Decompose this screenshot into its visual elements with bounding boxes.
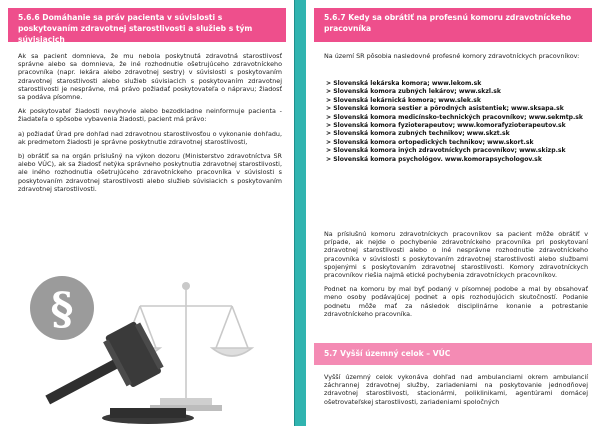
left-paragraph-1: Ak sa pacient domnieva, že mu nebola poskytnutá zdravotná starostlivosť správne alebo sa domnieva, že iné rozhodnutie ošetrujúceho zdravotníckeho pracovníka (napr. lekára alebo zdravotnej sestry) v súvislosti s poskytovaním zdravotnej starostlivosti alebo služieb súvisiacich s poskytovaním zdravotnej starostlivosti je nesprávne, má právo požiadať poskytovateľa o nápravu; žiadosť sa podáva písomne. <box>18 52 282 102</box>
right-body <box>324 230 588 324</box>
chamber-list <box>326 80 588 164</box>
left-paragraph-3: a) požiadať Úrad pre dohľad nad zdravotnou starostlivosťou o vykonanie dohľadu, ak predmetom žiadosti je správne poskytnutie zdravotnej starostlivosti, <box>18 129 282 146</box>
chamber-item: > Slovenská lekárska komora; www.lekom.sk <box>326 80 482 87</box>
section-heading-5-7: 5.7 Vyšší územný celok – VÚC <box>314 343 592 365</box>
justice-illustration-icon <box>0 268 294 426</box>
chamber-item: > Slovenská komora psychológov. www.komorapsychologov.sk <box>326 155 542 163</box>
svg-text:§: § <box>50 284 74 335</box>
book-spine-edge <box>294 0 295 426</box>
section-heading-5-6-7: 5.6.7 Kedy sa obrátiť na profesnú komoru zdravotníckeho pracovníka <box>314 8 592 42</box>
chamber-item: > Slovenská lekárnická komora; www.slek.sk <box>326 96 481 104</box>
chamber-item: > Slovenská komora zubných lekárov; www.skzl.sk <box>326 88 501 96</box>
right-intro: Na území SR pôsobia nasledovné profesné komory zdravotníckych pracovníkov: <box>324 52 580 60</box>
chamber-item: > Slovenská komora iných zdravotníckych pracovníkov; www.skizp.sk <box>326 147 566 155</box>
chamber-item: > Slovenská komora ortopedických technikov; www.skort.sk <box>326 138 534 146</box>
chamber-item: > Slovenská komora sestier a pôrodných asistentiek; www.sksapa.sk <box>326 105 564 113</box>
book-spine <box>294 0 306 426</box>
section-heading-5-6-6: 5.6.6 Domáhanie sa práv pacienta v súvislosti s poskytovaním zdravotnej starostlivosti a služieb s tým súvisiacich <box>8 8 286 42</box>
chamber-item: > Slovenská komora fyzioterapeutov; www.komorafyzioterapeutov.sk <box>326 122 566 130</box>
chamber-item: > Slovenská komora medicínsko-technických pracovníkov; www.sekmtp.sk <box>326 113 583 121</box>
right-paragraph-3: Vyšší územný celok vykonáva dohľad nad ambulanciami okrem ambulancií záchrannej zdravotnej služby, zariadeniami na poskytovanie jednodňovej zdravotnej starostlivosti, stacionármi, poliklinikami, agentúrami domácej ošetrovateľskej starostlivosti, zariadeniami spoločných <box>324 373 588 406</box>
right-paragraph-1: Na príslušnú komoru zdravotníckych pracovníkov sa pacient môže obrátiť v prípade, ak nejde o pochybenie zdravotníckeho pracovníka pri poskytovaní zdravotnej starostlivosti alebo o iné nesprávne rozhodnutie zdravotníckeho pracovníka v súvislosti s poskytovaním zdravotnej starostlivosti alebo službami spojenými s poskytovaním zdravotnej starostlivosti. Komory zdravotníckych pracovníkov riešia najmä etické pochybenia zdravotníckych pracovníkov. <box>324 230 588 280</box>
chamber-item: > Slovenská komora zubných technikov; www.skzt.sk <box>326 130 510 138</box>
left-page <box>0 0 294 426</box>
left-body <box>18 52 282 199</box>
left-paragraph-2: Ak poskytovateľ žiadosti nevyhovie alebo bezodkladne neinformuje pacienta - žiadateľa o spôsobe vybavenia žiadosti, pacient má právo: <box>18 107 282 124</box>
left-paragraph-4: b) obrátiť sa na orgán príslušný na výkon dozoru (Ministerstvo zdravotníctva SR alebo VÚC), ak sa žiadosť netýka správneho poskytnutia zdravotnej starostlivosti, ale iného rozhodnutia ošetrujúceho zdravotníckeho pracovníka v súvislosti s poskytovaním zdravotnej starostlivosti alebo služieb súvisiacich s poskytovaním zdravotnej starostlivosti. <box>18 152 282 193</box>
right-paragraph-2: Podnet na komoru by mal byť podaný v písomnej podobe a mal by obsahovať meno osoby podávajúcej podnet a opis rozhodujúcich skutočností. Podanie podnetu môže mať za následok disciplinárne konanie a potrestanie zdravotníckeho pracovníka. <box>324 285 588 318</box>
right-page <box>306 0 600 426</box>
